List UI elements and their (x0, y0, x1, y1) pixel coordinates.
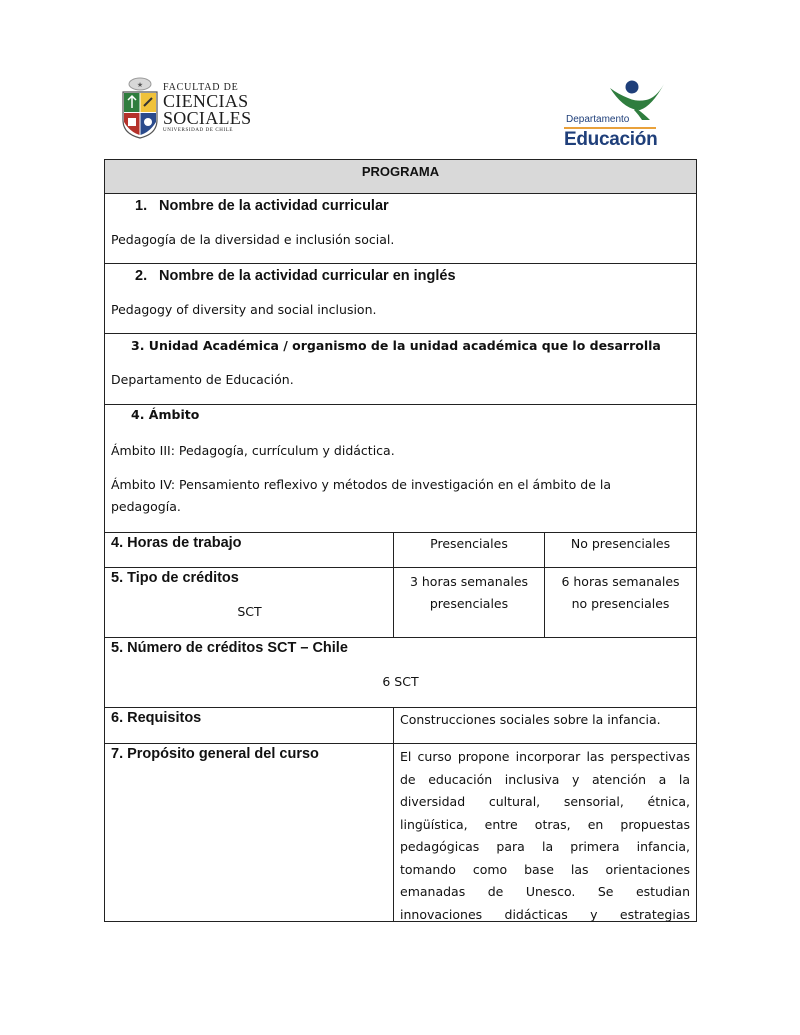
numero-creditos-value: 6 SCT (382, 674, 419, 689)
logo-line-4: UNIVERSIDAD DE CHILE (163, 128, 234, 133)
requisitos-label: 6. Requisitos (111, 710, 202, 726)
section-4-heading: 4. Ámbito (131, 407, 200, 422)
section-2-row (104, 264, 697, 334)
program-title-row (104, 159, 697, 194)
logo-line-3: SOCIALES (163, 108, 252, 128)
department-label: Departamento (566, 114, 630, 125)
tipo-presenciales-line-2: presenciales (429, 596, 509, 611)
proposito-row (104, 744, 697, 922)
section-1-number: 1. (135, 198, 148, 214)
proposito-text-cell (394, 744, 696, 921)
tipo-creditos-value: SCT (237, 604, 262, 619)
numero-creditos-row (104, 638, 697, 708)
tipo-no-presenciales-cell (545, 568, 696, 637)
proposito-line: innovaciones didácticas y estrategias (400, 906, 690, 922)
section-1-row (104, 194, 697, 264)
department-logo (562, 80, 672, 152)
section-3-text: Departamento de Educación. (111, 372, 294, 387)
svg-text:★: ★ (136, 82, 144, 89)
requisitos-row (104, 708, 697, 744)
proposito-line: pedagógicas para la primera infancia, (400, 839, 690, 854)
section-2-heading: Nombre de la actividad curricular en inglés (159, 268, 456, 284)
horas-presenciales-cell (394, 533, 545, 567)
proposito-line: tomando como base las orientaciones (400, 861, 690, 877)
section-3-heading: 3. Unidad Académica / organismo de la unidad académica que lo desarrolla (131, 338, 661, 353)
university-crest-icon (120, 76, 160, 140)
horas-label: 4. Horas de trabajo (111, 535, 242, 551)
program-title: PROGRAMA (361, 164, 440, 179)
program-table (104, 159, 697, 922)
horas-presenciales: Presenciales (430, 536, 508, 551)
tipo-no-presenciales-line-1: 6 horas semanales (561, 574, 680, 589)
proposito-line: El curso propone incorporar las perspectivas (400, 749, 690, 764)
numero-creditos-label: 5. Número de créditos SCT – Chile (111, 640, 348, 656)
tipo-creditos-label: 5. Tipo de créditos (111, 570, 239, 586)
faculty-logo (120, 76, 270, 142)
education-label: Educación (564, 129, 658, 150)
section-4-text-1: Ámbito III: Pedagogía, currículum y didáctica. (111, 443, 395, 458)
tipo-presenciales-line-1: 3 horas semanales (409, 574, 529, 589)
section-4-text-2a: Ámbito IV: Pensamiento reflexivo y métodos de investigación en el ámbito de la (111, 477, 612, 492)
horas-no-presenciales: No presenciales (570, 536, 671, 551)
tipo-no-presenciales-line-2: no presenciales (571, 596, 670, 611)
proposito-label: 7. Propósito general del curso (111, 746, 319, 762)
tipo-creditos-label-cell (105, 568, 394, 637)
requisitos-value-cell (394, 708, 696, 743)
proposito-line: de educación inclusiva y atención a la (400, 771, 690, 787)
proposito-line: lingüística, entre otras, en propuestas (400, 816, 690, 832)
proposito-label-cell (105, 744, 394, 921)
section-1-text: Pedagogía de la diversidad e inclusión social. (111, 232, 395, 247)
horas-row (104, 533, 697, 568)
logo-line-2: CIENCIAS (163, 91, 249, 111)
section-2-number: 2. (135, 268, 148, 284)
tipo-presenciales-cell (394, 568, 545, 637)
horas-no-presenciales-cell (545, 533, 696, 567)
logo-line-1: FACULTAD DE (163, 82, 239, 93)
tipo-creditos-row (104, 568, 697, 638)
requisitos-value: Construcciones sociales sobre la infancia. (400, 712, 661, 727)
section-2-text: Pedagogy of diversity and social inclusion. (111, 302, 377, 317)
proposito-line: emanadas de Unesco. Se estudian (400, 884, 690, 899)
section-3-row (104, 334, 697, 405)
section-4-text-2b: pedagogía. (111, 499, 181, 514)
section-4-row (104, 405, 697, 533)
proposito-line: diversidad cultural, sensorial, étnica, (400, 794, 690, 809)
requisitos-label-cell (105, 708, 394, 743)
section-1-heading: Nombre de la actividad curricular (159, 198, 389, 214)
horas-label-cell (105, 533, 394, 567)
